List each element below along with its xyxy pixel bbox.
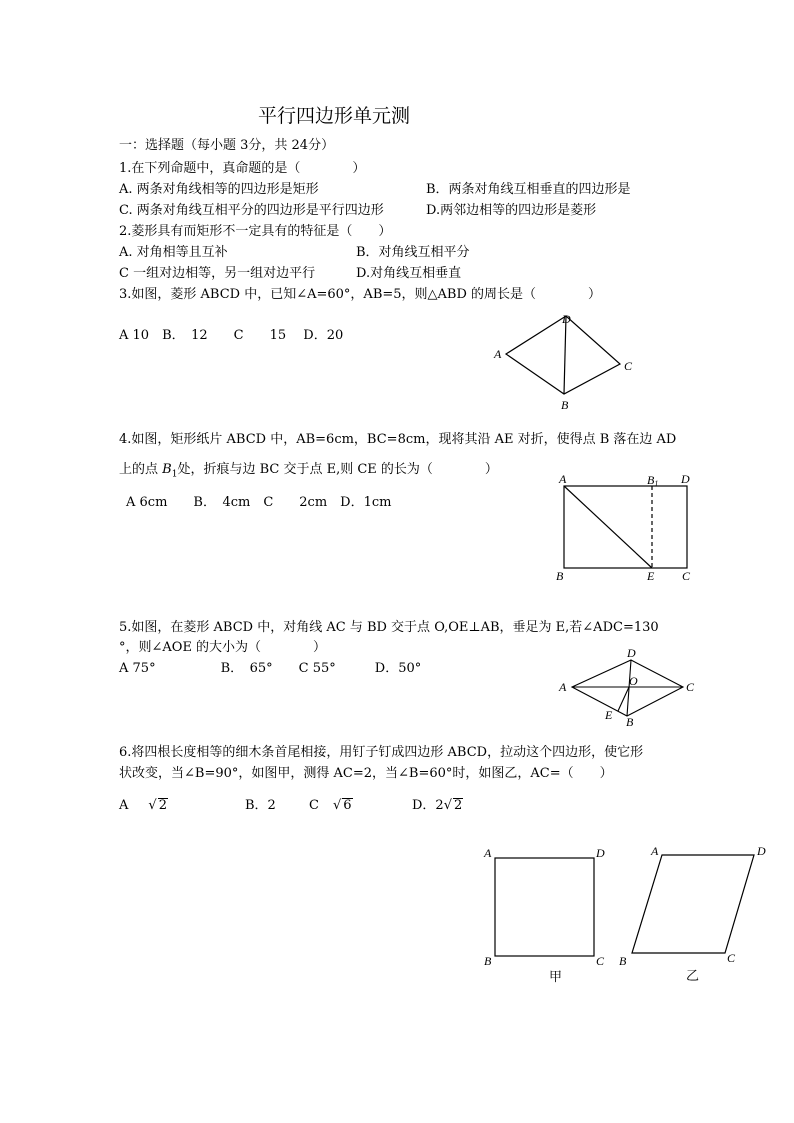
label-d: D (596, 846, 605, 860)
q2-stem: 2.菱形具有而矩形不一定具有的特征是（ ） (119, 224, 392, 239)
q2-option-d: D.对角线互相垂直 (356, 266, 462, 281)
rhombus-figure (490, 308, 640, 413)
q3-options: A 10 B． 12 C 15 D．20 (119, 328, 344, 343)
q6-stem-line1: 6.将四根长度相等的细木条首尾相接，用钉子钉成四边形 ABCD，拉动这个四边形，使它形 (119, 745, 644, 760)
fold-crease-ae (564, 486, 652, 568)
rectangle-outline (564, 486, 687, 568)
sqrt-symbol: √ (443, 798, 452, 813)
q1-option-c: C. 两条对角线互相平分的四边形是平行四边形 (119, 203, 384, 218)
label-a: A (494, 347, 502, 361)
q1-option-a: A. 两条对角线相等的四边形是矩形 (119, 182, 319, 197)
q6-option-d-radicand: 2 (454, 798, 463, 813)
q6-option-a-letter: A (119, 798, 129, 813)
page-title: 平行四边形单元测 (258, 105, 411, 127)
label-c: C (596, 954, 605, 968)
q5-stem-line2: °，则∠AOE 的大小为（ ） (119, 640, 327, 655)
label-c: C (624, 359, 633, 373)
square-outline (495, 858, 594, 956)
q4-stem-line2-start: 上的点 (119, 462, 163, 477)
rectangle-fold-figure (550, 470, 700, 586)
point-b1: B (162, 462, 172, 477)
q4-stem-line2-end: 处，折痕与边 BC 交于点 E,则 CE 的长为（ ） (177, 462, 498, 477)
label-b: B (556, 569, 564, 583)
q1-option-b: B．两条对角线互相垂直的四边形是 (426, 182, 631, 197)
point-b1-subscript: 1 (171, 469, 178, 480)
parallelogram-outline (632, 855, 754, 953)
label-d: D (681, 472, 690, 486)
q6-option-c-radicand: 6 (343, 798, 352, 813)
square-figure (478, 840, 613, 990)
label-a: A (484, 846, 492, 860)
label-b1 (647, 473, 658, 488)
q6-option-c-letter: C (309, 798, 319, 813)
q3-stem: 3.如图，菱形 ABCD 中，已知∠A=60°，AB=5，则△ABD 的周长是（ ） (119, 287, 602, 302)
sqrt-symbol: √ (148, 798, 157, 813)
label-e: E (605, 708, 613, 722)
q6-option-d (412, 798, 463, 814)
caption-jia: 甲 (549, 970, 563, 985)
q6-option-a-radicand: 2 (158, 798, 167, 813)
q4-stem-line1: 4.如图，矩形纸片 ABCD 中，AB=6cm，BC=8cm，现将其沿 AE 对折，使得点 B 落在边 AD (119, 432, 677, 447)
label-b: B (619, 954, 627, 968)
q4-options: A 6cm B． 4cm C 2cm D．1cm (126, 495, 392, 510)
sqrt-symbol: √ (332, 798, 342, 813)
q4-stem-line2 (119, 462, 498, 483)
q2-option-b: B．对角线互相平分 (356, 245, 470, 260)
q1-stem: 1.在下列命题中，真命题的是（ ） (119, 161, 366, 176)
label-b: B (626, 715, 634, 729)
label-o: O (629, 674, 638, 688)
q2-option-c: C 一组对边相等，另一组对边平行 (119, 266, 316, 281)
q5-options: A 75° B． 65° C 55° D．50° (119, 661, 422, 676)
q5-stem-line1: 5.如图，在菱形 ABCD 中，对角线 AC 与 BD 交于点 O,OE⊥AB，垂足为 E,若∠ADC=130 (119, 620, 659, 635)
caption-yi: 乙 (686, 969, 700, 984)
q6-option-d-prefix: D．2 (412, 798, 444, 813)
label-b: B (561, 398, 569, 412)
q6-option-b: B．2 (245, 798, 276, 813)
label-b1-main: B (647, 473, 655, 487)
q1-option-d: D.两邻边相等的四边形是菱形 (426, 203, 597, 218)
rhombus-outline (506, 316, 620, 394)
label-c: C (727, 951, 736, 965)
label-a: A (651, 844, 659, 858)
q6-option-a (119, 798, 168, 814)
rhombus-diagonals-figure (555, 645, 700, 730)
label-d: D (757, 844, 766, 858)
rhombus-diagonal-bd (564, 316, 566, 394)
section-heading: 一：选择题（每小题 3分，共 24分） (119, 138, 335, 153)
label-b: B (484, 954, 492, 968)
label-c: C (686, 680, 695, 694)
label-c: C (682, 569, 691, 583)
q2-option-a: A. 对角相等且互补 (119, 245, 228, 260)
label-d: D (627, 646, 636, 660)
label-b1-sub: 1 (654, 479, 659, 488)
label-a: A (559, 472, 567, 486)
parallelogram-figure (615, 840, 775, 990)
label-d: D (562, 312, 571, 326)
q6-stem-line2: 状改变，当∠B=90°，如图甲，测得 AC=2，当∠B=60°时，如图乙，AC=（ ） (119, 766, 613, 781)
label-a: A (559, 680, 567, 694)
q6-option-c (309, 798, 353, 814)
label-e: E (647, 569, 655, 583)
